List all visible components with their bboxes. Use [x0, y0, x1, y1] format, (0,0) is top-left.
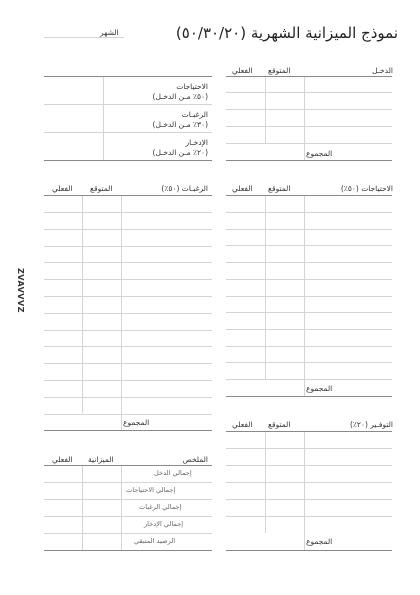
split-needs	[153, 82, 208, 102]
wants-table-row[interactable]	[44, 397, 212, 398]
needs-table-row[interactable]	[226, 379, 392, 380]
split-needs-title: الاحتياجات	[176, 82, 208, 91]
needs-table-row[interactable]	[226, 212, 392, 213]
needs-table-row[interactable]	[226, 279, 392, 280]
wants-table-row[interactable]	[44, 363, 212, 364]
wants-table-row[interactable]	[44, 346, 212, 347]
summary-row-income: إجمالي الدخل	[154, 469, 192, 477]
brand-logo: ZVAVVVZ	[16, 268, 25, 313]
wants-label: الرغبـات (٥٠٪)	[161, 184, 208, 193]
split-savings-note: (٢٠٪ مـن الدخـل)	[152, 148, 208, 157]
savings-table-row[interactable]	[226, 465, 392, 466]
wants-actual-header: الفعلي	[52, 184, 73, 193]
wants-table-row[interactable]	[44, 279, 212, 280]
needs-table-row[interactable]	[226, 362, 392, 363]
summary-budget-header: الميزانية	[88, 455, 114, 464]
wants-table-row[interactable]	[44, 414, 212, 415]
page-title: نموذج الميزانية الشهرية (٥٠/٣٠/٢٠)	[175, 24, 398, 42]
income-actual-header: الفعلي	[232, 66, 253, 75]
summary-row-balance: الرصيد المتبقي	[134, 537, 176, 545]
wants-table-row[interactable]	[44, 229, 212, 230]
needs-table-row[interactable]	[226, 262, 392, 263]
wants-table-row[interactable]	[44, 313, 212, 314]
wants-table-row[interactable]	[44, 330, 212, 331]
summary-row-wants: إجمالي الرغبات	[139, 503, 182, 511]
needs-table-row[interactable]	[226, 312, 392, 313]
savings-table-row[interactable]	[226, 448, 392, 449]
needs-expected-header: المتوقع	[268, 184, 291, 193]
needs-table-row[interactable]	[226, 229, 392, 230]
savings-label: التوفـير (٢٠٪)	[349, 420, 393, 429]
split-wants-title: الرغبـات	[181, 110, 208, 119]
wants-total-label: المجموع	[123, 418, 150, 427]
savings-table-row[interactable]	[226, 482, 392, 483]
wants-table-row[interactable]	[44, 212, 212, 213]
needs-table-row[interactable]	[226, 245, 392, 246]
income-total-label: المجموع	[306, 149, 333, 158]
wants-table-row[interactable]	[44, 380, 212, 381]
wants-table-row[interactable]	[44, 296, 212, 297]
wants-expected-header: المتوقع	[90, 184, 113, 193]
split-wants-note: (٣٠٪ مـن الدخـل)	[152, 120, 208, 129]
needs-table-row[interactable]	[226, 346, 392, 347]
summary-label: الملخص	[182, 455, 208, 464]
split-needs-note: (٥٠٪ مـن الدخـل)	[152, 92, 208, 101]
needs-table-row[interactable]	[226, 296, 392, 297]
split-wants	[153, 110, 208, 130]
wants-table-row[interactable]	[44, 262, 212, 263]
needs-total-label: المجموع	[306, 384, 333, 393]
needs-table-row[interactable]	[226, 329, 392, 330]
savings-expected-header: المتوقع	[268, 420, 291, 429]
savings-table-row[interactable]	[226, 499, 392, 500]
income-label: الدخـل	[372, 66, 393, 75]
split-savings	[153, 138, 208, 158]
summary-row-needs: إجمالي الاحتياجات	[126, 486, 176, 494]
month-field-line[interactable]	[44, 37, 124, 38]
summary-row-savings: إجمالي الإدخار	[144, 520, 184, 528]
split-savings-title: الإدخـار	[185, 138, 208, 147]
summary-actual-header: الفعلي	[52, 455, 73, 464]
needs-label: الاحتياجات (٥٠٪)	[340, 184, 393, 193]
savings-total-label: المجموع	[306, 537, 333, 546]
month-label: الشهر	[100, 28, 119, 37]
wants-table-row[interactable]	[44, 246, 212, 247]
needs-actual-header: الفعلي	[232, 184, 253, 193]
savings-actual-header: الفعلي	[232, 420, 253, 429]
income-expected-header: المتوقع	[268, 66, 291, 75]
savings-table-row[interactable]	[226, 516, 392, 517]
